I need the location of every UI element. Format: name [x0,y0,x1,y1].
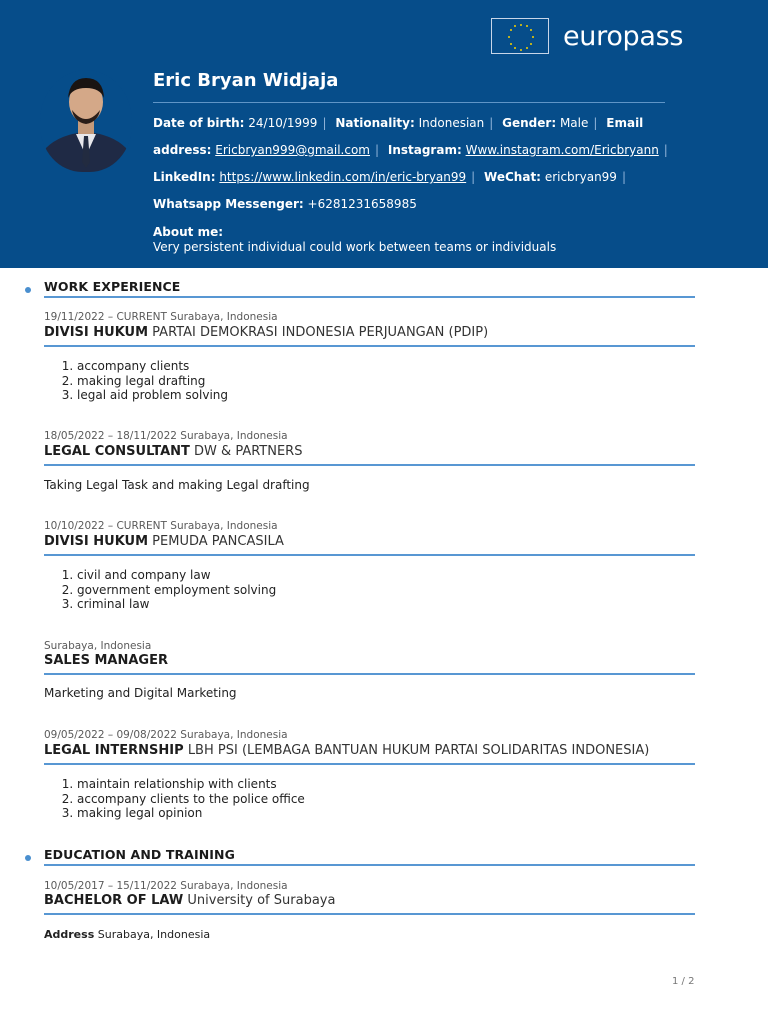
profile-photo [40,70,132,172]
separator: | [322,116,327,130]
section-bullet-icon [25,287,31,293]
instagram-label: Instagram: [387,143,462,157]
address-value: Surabaya, Indonesia [97,928,211,941]
entry-duties-list [44,777,305,821]
email-label: Email [606,116,644,130]
nationality-value: Indonesian [418,116,485,130]
about-label: About me: [153,225,224,239]
entry-duties-list [44,359,228,403]
entry-divider [44,464,695,466]
entry-date-location: 09/05/2022 – 09/08/2022 Surabaya, Indonesia [44,729,288,741]
list-item: 3. criminal law [77,597,276,612]
list-item: 3. making legal opinion [77,806,305,821]
entry-description: Taking Legal Task and making Legal drafting [44,478,310,492]
entry-title [44,743,649,758]
europass-logo[interactable] [491,18,683,54]
europass-wordmark: europass [563,20,684,52]
list-item: 2. government employment solving [77,583,276,598]
address-label: Address [44,928,95,941]
education-section [44,847,695,862]
separator: | [374,143,380,157]
entry-divider [44,554,695,556]
entry-title [44,444,302,459]
entry-role: DIVISI HUKUM [44,325,149,340]
email-link[interactable]: Ericbryan999@gmail.com [215,143,370,157]
separator: | [621,170,626,184]
profile-name: Eric Bryan Widjaja [153,70,339,91]
eu-flag-icon [491,18,549,54]
entry-date-location: Surabaya, Indonesia [44,640,152,652]
dob-value: 24/10/1999 [248,116,318,130]
entry-description: Marketing and Digital Marketing [44,686,237,700]
entry-role: LEGAL INTERNSHIP [44,743,184,758]
list-item: 1. maintain relationship with clients [77,777,305,792]
entry-organization: PARTAI DEMOKRASI INDONESIA PERJUANGAN (PDIP) [152,325,489,340]
wechat-label: WeChat: [484,170,541,184]
entry-divider [44,345,695,347]
entry-divider [44,673,695,675]
profile-header [0,0,768,268]
entry-role: LEGAL CONSULTANT [44,444,190,459]
entry-date-location: 19/11/2022 – CURRENT Surabaya, Indonesia [44,311,278,323]
separator: | [663,143,668,157]
entry-organization: PEMUDA PANCASILA [152,534,284,549]
entry-role: SALES MANAGER [44,653,168,668]
section-title: WORK EXPERIENCE [44,279,181,294]
section-divider [44,296,695,298]
work-experience-section [44,279,695,294]
entry-organization: LBH PSI (LEMBAGA BANTUAN HUKUM PARTAI SOLIDARITAS INDONESIA) [187,743,650,758]
whatsapp-label: Whatsapp Messenger: [153,197,304,211]
list-item: 1. accompany clients [77,359,228,374]
personal-info-line-3 [153,170,631,184]
separator: | [489,116,494,130]
entry-role: DIVISI HUKUM [44,534,149,549]
separator: | [471,170,476,184]
entry-date-location: 10/10/2022 – CURRENT Surabaya, Indonesia [44,520,278,532]
list-item: 1. civil and company law [77,568,276,583]
wechat-value: ericbryan99 [544,170,617,184]
email-label-cont: address: [153,143,212,157]
list-item: 3. legal aid problem solving [77,388,228,403]
personal-info-line-1 [153,116,643,130]
nationality-label: Nationality: [335,116,415,130]
entry-divider [44,913,695,915]
list-item: 2. making legal drafting [77,374,228,389]
entry-organization: University of Surabaya [187,893,336,908]
entry-title [44,325,488,340]
whatsapp-value: +6281231658985 [307,197,417,211]
entry-title [44,893,335,908]
section-bullet-icon [25,855,31,861]
section-divider [44,864,695,866]
about-text: Very persistent individual could work between teams or individuals [153,240,557,254]
personal-info-line-4 [153,197,417,211]
dob-label: Date of birth: [153,116,245,130]
section-title: EDUCATION AND TRAINING [44,847,235,862]
entry-address [44,928,210,941]
instagram-link[interactable]: Www.instagram.com/Ericbryann [465,143,659,157]
list-item: 2. accompany clients to the police office [77,792,305,807]
separator: | [593,116,598,130]
entry-role: BACHELOR OF LAW [44,893,184,908]
gender-label: Gender: [502,116,557,130]
personal-info-line-2 [153,143,673,157]
entry-title [44,653,168,668]
gender-value: Male [559,116,589,130]
entry-title [44,534,284,549]
entry-date-location: 10/05/2017 – 15/11/2022 Surabaya, Indonesia [44,880,288,892]
linkedin-link[interactable]: https://www.linkedin.com/in/eric-bryan99 [219,170,467,184]
entry-divider [44,763,695,765]
entry-organization: DW & PARTNERS [194,444,303,459]
entry-duties-list [44,568,276,612]
name-divider [153,102,665,103]
linkedin-label: LinkedIn: [153,170,216,184]
page-number: 1 / 2 [672,976,695,987]
entry-date-location: 18/05/2022 – 18/11/2022 Surabaya, Indonesia [44,430,288,442]
